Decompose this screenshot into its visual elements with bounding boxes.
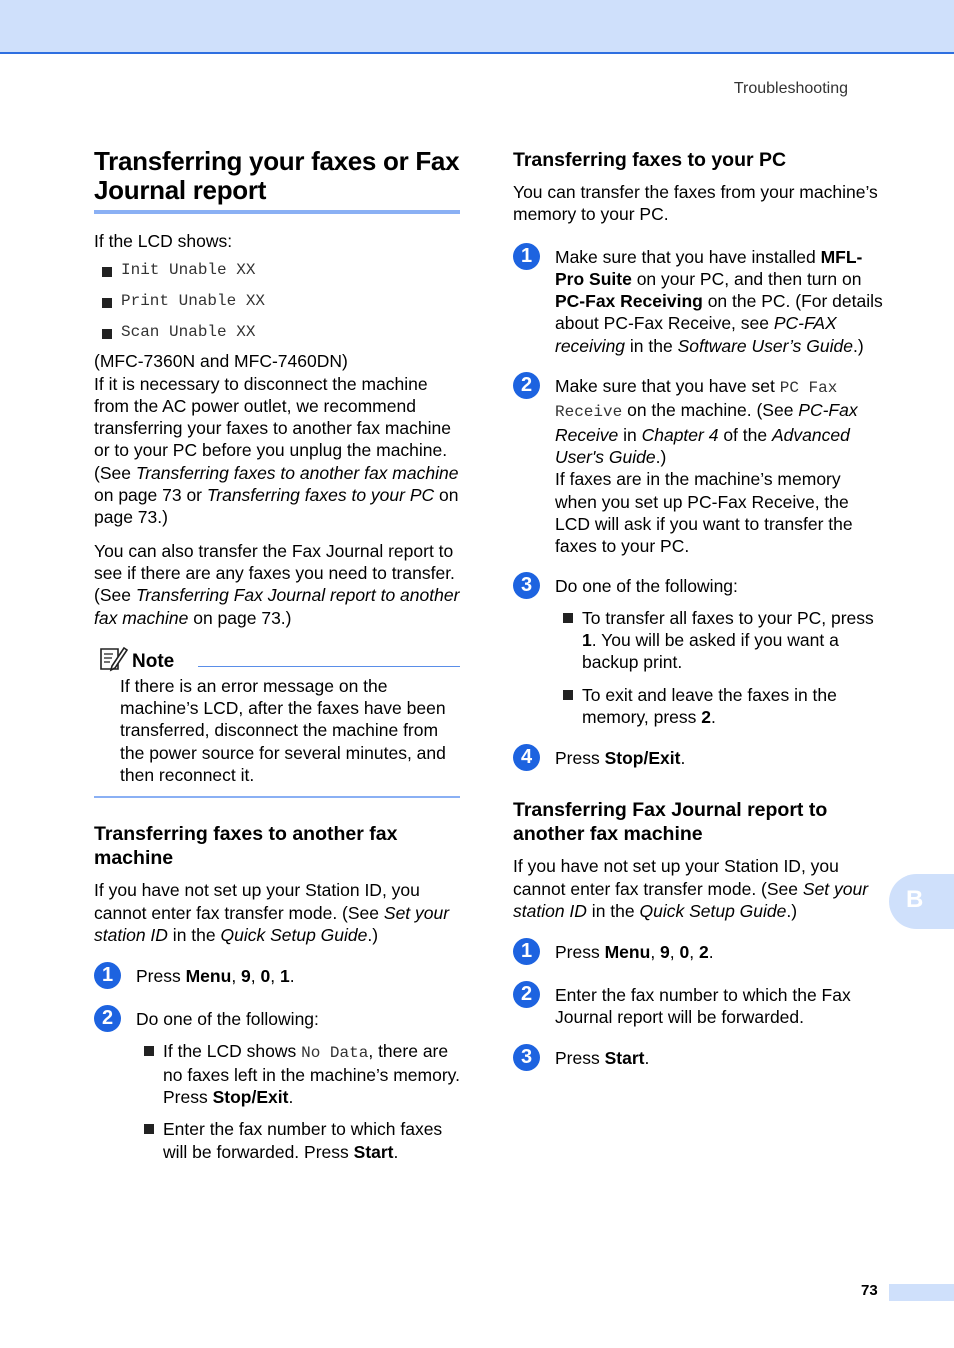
note-label: Note <box>132 650 175 672</box>
list-item: To exit and leave the faxes in the memory, press 2. <box>563 684 883 729</box>
note-divider <box>198 666 460 667</box>
lcd-intro: If the LCD shows: <box>94 231 233 251</box>
page-number: 73 <box>861 1282 878 1299</box>
section-intro: If you have not set up your Station ID, you cannot enter fax transfer mode. (See Set your station ID in the Quick Setup Guide.) <box>513 856 869 921</box>
disconnect-paragraph: If it is necessary to disconnect the machine from the AC power outlet, we recommend transferring your faxes to another fax machine or to your PC before you unplug the machine. (See Transferring faxes to another fax machine on page 73 or Transferring faxes to your PC on page 73.) <box>94 373 459 528</box>
list-item: If the LCD shows No Data, there are no faxes left in the machine’s memory. Press Stop/Exit. <box>144 1040 460 1109</box>
note-box <box>94 645 460 798</box>
link-transfer-pc: Transferring faxes to your PC <box>206 485 435 506</box>
bullet-icon <box>102 329 112 339</box>
title-rule <box>94 210 460 214</box>
bullet-icon <box>144 1046 154 1056</box>
journal-paragraph: You can also transfer the Fax Journal report to see if there are any faxes you need to transfer. (See Transferring Fax Journal report to another fax machine on page 73.) <box>94 540 460 628</box>
page-number-bar <box>889 1284 954 1301</box>
note-bottom-rule <box>94 796 460 798</box>
link-transfer-journal: Transferring Fax Journal report to another fax machine <box>94 585 460 628</box>
step-4: 4 Press Stop/Exit. <box>513 747 883 771</box>
step-number-badge: 3 <box>513 572 540 599</box>
step-2: 2 Enter the fax number to which the Fax Journal report will be forwarded. <box>513 984 883 1029</box>
list-item: Scan Unable XX <box>102 323 460 354</box>
note-pencil-icon <box>98 645 128 673</box>
bullet-icon <box>563 613 573 623</box>
step-number-badge: 1 <box>513 938 540 965</box>
step-1: 1 Press Menu, 9, 0, 2. <box>513 941 883 965</box>
bullet-icon <box>563 690 573 700</box>
step-number-badge: 1 <box>513 243 540 270</box>
lcd-list <box>102 261 460 354</box>
step-1: 1 Press Menu, 9, 0, 1. <box>94 965 460 989</box>
step-3: 3 Press Start. <box>513 1047 883 1071</box>
list-item: Enter the fax number to which faxes will be forwarded. Press Start. <box>144 1118 460 1163</box>
step-number-badge: 3 <box>513 1044 540 1071</box>
header-band <box>0 0 954 54</box>
models-line: (MFC-7360N and MFC-7460DN) <box>94 351 348 372</box>
right-column <box>513 148 883 1071</box>
list-item: Init Unable XX <box>102 261 460 292</box>
step-1: 1 Make sure that you have installed MFL-Pro Suite on your PC, and then turn on PC-Fax Receiving on the PC. (For details about PC-Fax Receive, see PC-FAX receiving in the Software User’s Guide.) <box>513 246 883 357</box>
note-header <box>94 645 460 673</box>
step-2: 2 Do one of the following: If the LCD shows No Data, there are no faxes left in the machine’s memory. Press Stop/Exit. Enter the fax number to which faxes will be forwarded. Press Start. <box>94 1008 460 1163</box>
section-intro: If you have not set up your Station ID, you cannot enter fax transfer mode. (See Set your station ID in the Quick Setup Guide.) <box>94 880 450 945</box>
section-heading: Transferring faxes to your PC <box>513 149 787 171</box>
bullet-icon <box>102 298 112 308</box>
page-title: Transferring your faxes or Fax Journal report <box>94 146 460 205</box>
step-number-badge: 1 <box>94 962 121 989</box>
step-number-badge: 4 <box>513 744 540 771</box>
list-item: Print Unable XX <box>102 292 460 323</box>
step-3: 3 Do one of the following: To transfer all faxes to your PC, press 1. You will be asked if you want a backup print. To exit and leave the faxes in the memory, press 2. <box>513 575 883 728</box>
bullet-icon <box>144 1124 154 1134</box>
link-transfer-fax: Transferring faxes to another fax machine <box>135 462 459 483</box>
bullet-icon <box>102 267 112 277</box>
step-number-badge: 2 <box>513 981 540 1008</box>
chapter-tab <box>889 874 954 929</box>
step-number-badge: 2 <box>94 1005 121 1032</box>
section-intro: You can transfer the faxes from your machine’s memory to your PC. <box>513 182 878 225</box>
note-text: If there is an error message on the machine’s LCD, after the faxes have been transferred, disconnect the machine from the power source for several minutes, and then reconnect it. <box>120 675 446 786</box>
left-column <box>94 147 460 1163</box>
step-2: 2 Make sure that you have set PC Fax Receive on the machine. (See PC-Fax Receive in Chapter 4 of the Advanced User's Guide.) If faxes are in the machine’s memory when you set up PC-Fax Receive, the LCD will ask if you want to transfer the faxes to your PC. <box>513 375 883 557</box>
section-heading: Transferring faxes to another fax machine <box>94 823 398 870</box>
section-heading: Transferring Fax Journal report to another fax machine <box>513 799 828 846</box>
list-item: To transfer all faxes to your PC, press 1. You will be asked if you want a backup print. <box>563 607 883 674</box>
chapter-tab-letter: B <box>906 886 924 913</box>
running-header: Troubleshooting <box>733 80 848 97</box>
step-number-badge: 2 <box>513 372 540 399</box>
